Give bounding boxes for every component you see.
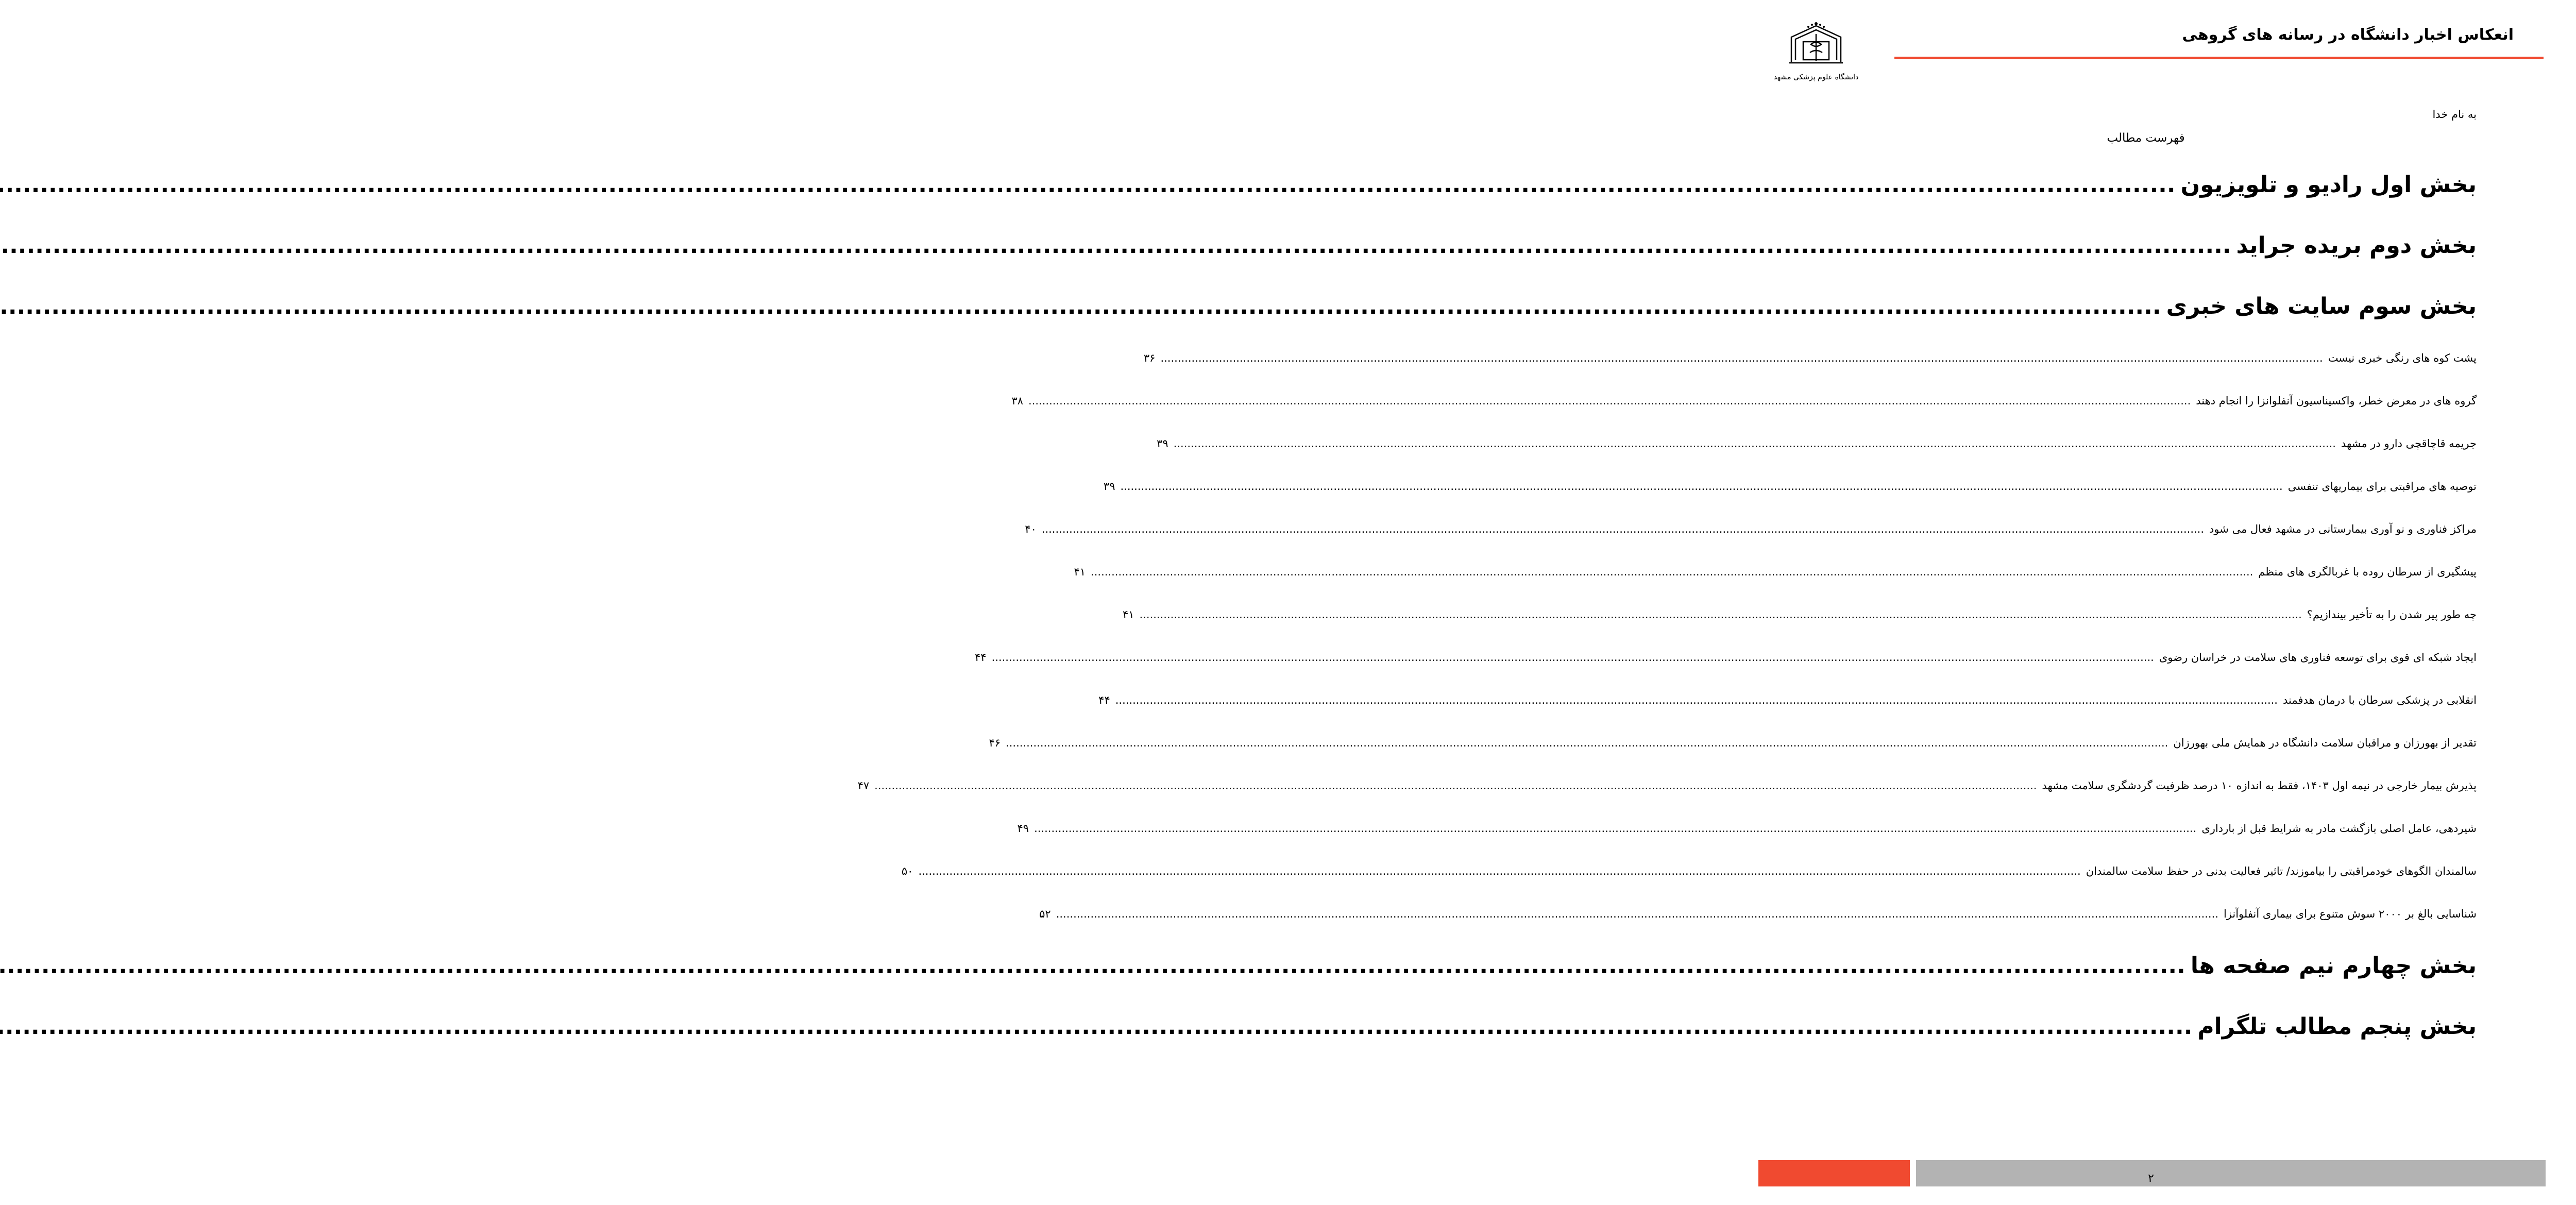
- toc-item-row[interactable]: [858, 765, 2477, 807]
- toc-entry-title: توصیه های مراقبتی برای بیماریهای تنفسی: [2288, 480, 2477, 493]
- toc-page-number: ۳۶: [1144, 352, 1156, 364]
- toc-section-row[interactable]: [1829, 996, 2477, 1057]
- toc-entry-title: شناسایی بالغ بر ۲۰۰۰ سوش متنوع برای بیماری آنفلوآنزا: [2224, 908, 2477, 920]
- toc-title: فهرست مطالب: [2107, 131, 2185, 145]
- toc-entry-title: گروه های در معرض خطر، واکسیناسیون آنفلوانزا را انجام دهند: [2196, 395, 2477, 407]
- toc-leader-dots: [875, 765, 2037, 807]
- toc-page-number: ۵۲: [1040, 908, 1052, 920]
- toc-leader-dots: [992, 636, 2155, 679]
- toc-item-row[interactable]: [1099, 679, 2477, 722]
- toc-leader-dots: [1006, 722, 2168, 765]
- toc-leader-dots: [0, 155, 2176, 215]
- toc-page-number: ۵۰: [902, 865, 914, 877]
- header-rule: [1895, 57, 2544, 59]
- toc-leader-dots: [0, 215, 2232, 276]
- toc-page-number: ۴۷: [858, 779, 870, 792]
- toc-entry-title: بخش چهارم نیم صفحه ها: [2191, 953, 2477, 979]
- toc-section-row[interactable]: [1829, 276, 2477, 337]
- toc-item-row[interactable]: [1018, 807, 2477, 850]
- toc-section-row[interactable]: [1829, 936, 2477, 996]
- toc-leader-dots: [1091, 551, 2253, 593]
- toc-leader-dots: [1057, 893, 2219, 936]
- toc-section-row[interactable]: [1829, 215, 2477, 276]
- toc-leader-dots: [919, 850, 2081, 893]
- toc-page-number: ۳۹: [1157, 437, 1169, 450]
- toc-page-number: ۴۴: [1099, 694, 1111, 706]
- toc-leader-dots: [1140, 593, 2302, 636]
- toc-leader-dots: [1035, 807, 2197, 850]
- toc-leader-dots: [1029, 380, 2191, 422]
- toc-page-number: ۳۹: [1104, 480, 1116, 493]
- bismillah: به نام خدا: [2433, 108, 2477, 121]
- toc-item-row[interactable]: [902, 850, 2477, 893]
- toc-item-row[interactable]: [989, 722, 2477, 765]
- toc-item-row[interactable]: [1104, 465, 2477, 508]
- toc-page-number: ۴۰: [1025, 523, 1037, 535]
- toc-leader-dots: [1116, 679, 2278, 722]
- toc-leader-dots: [1174, 422, 2336, 465]
- toc-entry-title: چه طور پیر شدن را به تأخیر بیندازیم؟: [2307, 608, 2477, 621]
- toc-entry-title: سالمندان الگوهای خودمراقبتی را بیاموزند/ تاثیر فعالیت بدنی در حفظ سلامت سالمندان: [2086, 865, 2477, 877]
- toc-entry-title: بخش دوم بریده جراید: [2236, 232, 2477, 259]
- toc-page-number: ۴۱: [1074, 566, 1087, 578]
- page-number: ۲: [2148, 1172, 2155, 1185]
- toc-entry-title: انقلابی در پزشکی سرطان با درمان هدفمند: [2283, 694, 2477, 706]
- toc-item-row[interactable]: [975, 636, 2477, 679]
- toc-item-row[interactable]: [1157, 422, 2477, 465]
- header-title: انعکاس اخبار دانشگاه در رسانه های گروهی: [2182, 26, 2514, 44]
- footer-bar-accent: [1759, 1160, 1910, 1186]
- toc-entry-title: ایجاد شبکه ای قوی برای توسعه فناوری های سلامت در خراسان رضوی: [2159, 651, 2477, 664]
- toc-item-row[interactable]: [1012, 380, 2477, 422]
- toc-item-row[interactable]: [1074, 551, 2477, 593]
- toc-entry-title: بخش اول رادیو و تلویزیون: [2181, 172, 2477, 198]
- university-logo: [1774, 19, 1859, 86]
- toc-leader-dots: [0, 936, 2186, 996]
- toc-leader-dots: [1161, 337, 2323, 380]
- toc-section-row[interactable]: [1829, 155, 2477, 215]
- table-of-contents: [858, 155, 2477, 1057]
- toc-entry-title: تقدیر از بهورزان و مراقبان سلامت دانشگاه در همایش ملی بهورزان: [2174, 737, 2477, 749]
- toc-entry-title: شیردهی، عامل اصلی بازگشت مادر به شرایط قبل از بارداری: [2202, 822, 2477, 835]
- toc-leader-dots: [1042, 508, 2205, 551]
- toc-entry-title: بخش سوم سایت های خبری: [2166, 293, 2477, 319]
- toc-item-row[interactable]: [1144, 337, 2477, 380]
- toc-page-number: ۴۴: [975, 651, 987, 664]
- toc-entry-title: پذیرش بیمار خارجی در نیمه اول ۱۴۰۳، فقط به اندازه ۱۰ درصد ظرفیت گردشگری سلامت مشهد: [2042, 779, 2477, 792]
- toc-item-row[interactable]: [1123, 593, 2477, 636]
- toc-item-row[interactable]: [1025, 508, 2477, 551]
- toc-page-number: ۴۹: [1018, 822, 1030, 835]
- toc-entry-title: پشت کوه های رنگی خبری نیست: [2328, 352, 2477, 364]
- toc-page-number: ۳۸: [1012, 395, 1024, 407]
- toc-entry-title: بخش پنجم مطالب تلگرام: [2198, 1013, 2477, 1040]
- logo-text: دانشگاه علوم پزشکی مشهد: [1774, 73, 1859, 81]
- toc-item-row[interactable]: [1040, 893, 2477, 936]
- toc-page-number: ۴۱: [1123, 608, 1135, 621]
- footer-bar: [1917, 1160, 2546, 1186]
- toc-entry-title: جریمه قاچاقچی دارو در مشهد: [2341, 437, 2477, 450]
- toc-leader-dots: [0, 996, 2193, 1057]
- toc-leader-dots: [1121, 465, 2283, 508]
- toc-entry-title: پیشگیری از سرطان روده با غربالگری های منظم: [2259, 566, 2477, 578]
- toc-page-number: ۴۶: [989, 737, 1002, 749]
- toc-leader-dots: [0, 276, 2162, 337]
- toc-entry-title: مراکز فناوری و نو آوری بیمارستانی در مشهد فعال می شود: [2210, 523, 2477, 535]
